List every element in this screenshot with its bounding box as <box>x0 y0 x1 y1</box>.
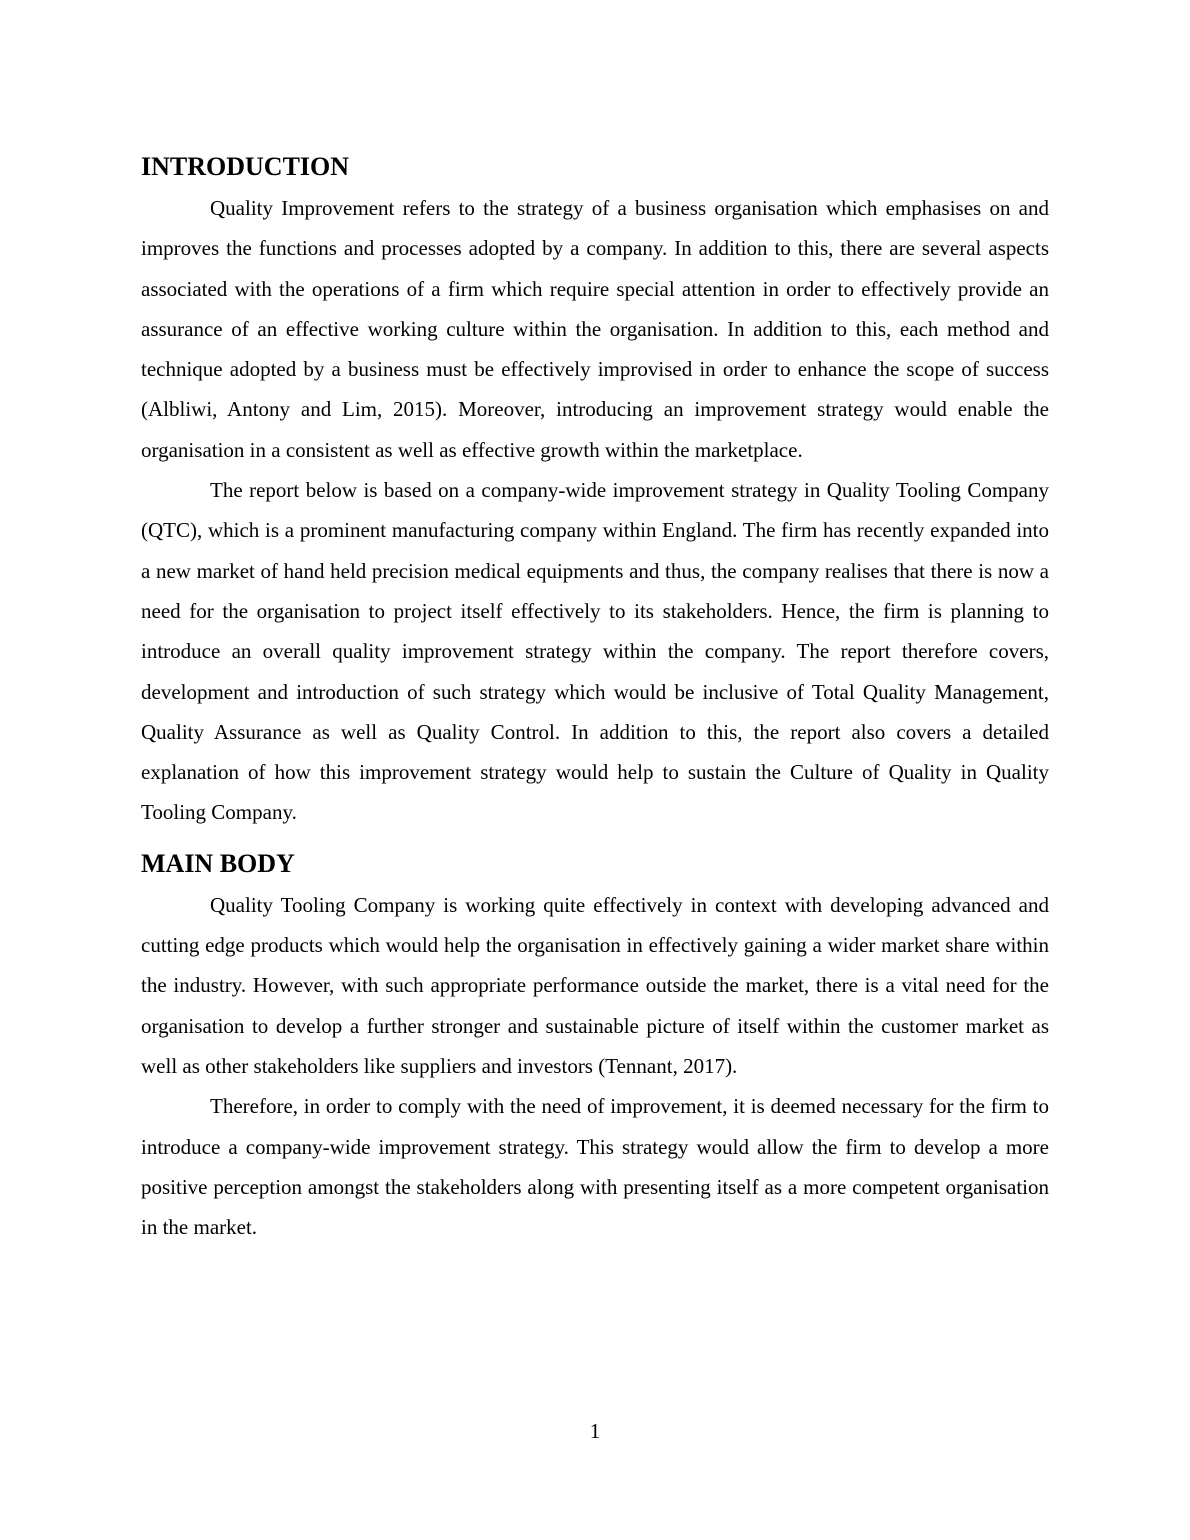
heading-main-body: MAIN BODY <box>141 848 295 878</box>
intro-paragraph-2: The report below is based on a company-wide improvement strategy in Quality Tooling Company (QTC), which is a prominent manufacturing company within England. The firm has recently expanded into a new market of hand held precision medical equipments and thus, the company realises that there is now a need for the organisation to project itself effectively to its stakeholders. Hence, the firm is planning to introduce an overall quality improvement strategy within the company. The report therefore covers, development and introduction of such strategy which would be inclusive of Total Quality Management, Quality Assurance as well as Quality Control. In addition to this, the report also covers a detailed explanation of how this improvement strategy would help to sustain the Culture of Quality in Quality Tooling Company. <box>141 478 1049 825</box>
main-body-paragraph-1: Quality Tooling Company is working quite effectively in context with developing advanced and cutting edge products which would help the organisation in effectively gaining a wider market share within the industry. However, with such appropriate performance outside the market, there is a vital need for the organisation to develop a further stronger and sustainable picture of itself within the customer market as well as other stakeholders like suppliers and investors (Tennant, 2017). <box>141 892 1049 1078</box>
page-content <box>141 148 1049 1247</box>
intro-paragraph-1: Quality Improvement refers to the strategy of a business organisation which emphasises on and improves the functions and processes adopted by a company. In addition to this, there are several aspects associated with the operations of a firm which require special attention in order to effectively provide an assurance of an effective working culture within the organisation. In addition to this, each method and technique adopted by a business must be effectively improvised in order to enhance the scope of success (Albliwi, Antony and Lim, 2015). Moreover, introducing an improvement strategy would enable the organisation in a consistent as well as effective growth within the marketplace. <box>141 196 1049 462</box>
heading-introduction: INTRODUCTION <box>141 152 350 181</box>
page-number: 1 <box>589 1419 601 1443</box>
main-body-paragraph-2: Therefore, in order to comply with the need of improvement, it is deemed necessary for the firm to introduce a company-wide improvement strategy. This strategy would allow the firm to develop a more positive perception amongst the stakeholders along with presenting itself as a more competent organisation in the market. <box>141 1094 1049 1240</box>
